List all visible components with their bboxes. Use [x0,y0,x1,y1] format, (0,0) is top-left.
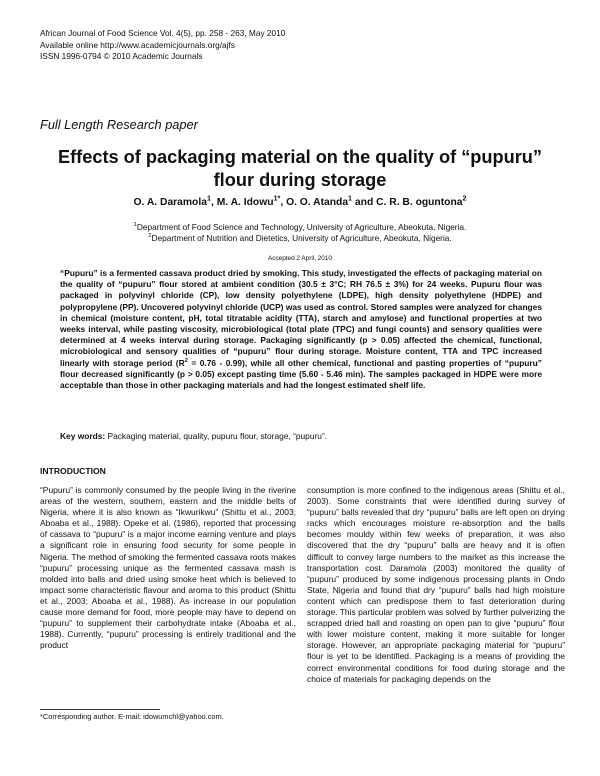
introduction-heading: INTRODUCTION [40,466,106,476]
keywords-label: Key words: [60,431,106,441]
author-affiliation-mark: 1 [348,193,353,203]
accepted-date: Accepted 2 April, 2010 [268,255,332,262]
author-name: C. R. B. oguntona [376,197,463,208]
affiliation-mark: 2 [148,233,152,240]
author-name: O. O. Atanda [286,197,349,208]
author-affiliation-mark: 1* [273,193,281,203]
journal-issn: ISSN 1996-0794 © 2010 Academic Journals [40,51,203,61]
author-affiliation-mark: 2 [462,193,467,203]
paper-type: Full Length Research paper [40,117,198,132]
journal-header [40,28,285,63]
affiliation-line [30,233,570,244]
author-name: O. A. Daramola [133,197,207,208]
affiliation-text: Department of Nutrition and Dietetics, University of Agriculture, Abeokuta, Nigeria. [151,233,452,243]
abstract-text-part-2: = 0.76 - 0.99), while all other chemical, functional and pasting properties of “pupuru” flour decreased significantly (p > 0.05) except pasting time (5.60 - 5.46 min). The samples packaged in HDPE were more acceptable than those in other packaging materials and had the longest estimated shelf life. [60,357,542,391]
abstract-superscript: 2 [184,357,188,364]
title-line-1: Effects of packaging material on the quality of “pupuru” [57,147,543,167]
affiliation-mark: 1 [133,222,137,229]
journal-url: Available online http://www.academicjournals.org/ajfs [40,39,235,50]
affiliation-line [30,222,570,233]
affiliation-text: Department of Food Science and Technology, University of Agriculture, Abeokuta, Nigeria. [136,222,467,232]
affiliations [30,222,570,244]
abstract-text-part-1: “Pupuru” is a fermented cassava product dried by smoking. This study, investigated the effects of packaging material on the quality of “pupuru” flour stored at ambient condition (30.5 ± 3°C; RH 76.5 ± 3%) for 24 weeks. Pupuru flour was packaged in polyvinyl chloride (CP), low density polyethylene (LDPE), high density polyethylene (HDPE) and polypropylene (PP). Uncovered polyvinyl chloride (UCP) was used as control. Stored samples were analyzed for changes in chemical (moisture content, pH, total titratable acidity (TTA), starch and amylose) and functional properties at two weeks interval, while pasting viscosity, microbiological (total plate (TPC) and fungi counts) and sensory qualities were determined at 4 weeks interval during storage. Packaging significantly (p > 0.05) affected the chemical, functional, microbiological and sensory qualities of “pupuru” flour during storage. Moisture content, TTA and TPC increased linearly with storage period (R [60,268,542,368]
author-separator: and [352,197,377,208]
introduction-left-column: “Pupuru” is commonly consumed by the people living in the riverine areas of the western, southern, eastern and the middle belts of Nigeria, where it is also known as “Ikwurikwu” (Shittu et al., 2003; Aboaba et al., 1988). Opeke et al. (1986), reported that processing of cassava to “pupuru” is a major income earning venture and plays a significant role in ensuring food security for some people in Nigeria. The method of smoking the fermented cassava roots makes “pupuru” processing unique as the fermented cassava mash is molded into balls and dried using smoke heat which is believed to impact some characteristic flavour and aroma to this product (Shittu et al., 2003; Aboaba et al., 1988). As increase in our population cause more demand for food, more people may have to depend on “pupuru” to supplement their carbohydrate intake (Aboaba et al., 1988). Currently, “pupuru” processing is entirely traditional and the product [40,485,296,651]
title-line-2: flour during storage [213,170,387,190]
corresponding-author-footnote: *Corresponding author. E-mail: idowumchl@yahoo.com. [40,712,224,721]
author-name: M. A. Idowu [216,197,274,208]
author-separator: , [210,197,217,208]
journal-citation: African Journal of Food Science Vol. 4(5), pp. 258 - 263, May 2010 [40,28,286,38]
introduction-right-column: consumption is more confined to the indigenous areas (Shittu et al., 2003). Some constraints that were identified during survey of “pupuru” balls revealed that dry “pupuru” balls are left open on drying racks which encourages moisture re-absorption and the balls becomes mouldy within few weeks of preparation, it was also discovered that the dry “pupuru” balls are heavy and it is often difficult to convey large numbers to the market as this increase the transportation cost. Daramola (2003) monitored the quality of “pupuru” produced by some indigenous processing plants in Ondo State, Nigeria and found that dry “pupuru” balls had high moisture content which can predispose them to fast deterioration during storage. This particular problem was solved by further pulverizing the scrapped dried ball and roasting on open pan to give “pupuru” flour with lower moisture content, making it more suitable for longer storage. However, an appropriate packaging material for “pupuru” flour is yet to be identified. Packaging is a means of providing the correct environmental conditions for food during storage and the choice of materials for packaging depends on the [307,485,565,684]
keywords-text: Packaging material, quality, pupuru flour, storage, “pupuru”. [105,431,328,441]
author-list [30,193,570,208]
author-separator: , [280,197,287,208]
footnote-divider [40,709,160,710]
paper-title [30,146,570,192]
abstract [60,268,542,391]
keywords [60,431,542,441]
author-affiliation-mark: 1 [206,193,211,203]
